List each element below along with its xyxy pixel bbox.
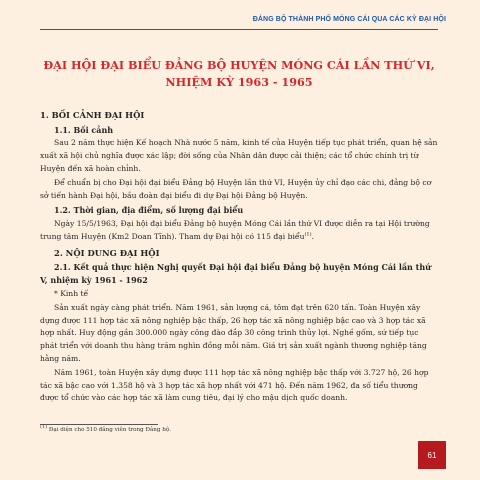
section-heading-2: 2. NỘI DUNG ĐẠI HỘI [54, 247, 160, 258]
paragraph-context-2: Để chuẩn bị cho Đại hội đại biểu Đảng bộ Huyện lần thứ VI, Huyện ủy chỉ đạo các chi, đảng bộ cơ sở tiến hành Đại hội, bầu đoàn đại biểu đi dự Đại hội Đảng bộ Huyện. [40, 178, 432, 200]
subsection-heading-1-1: 1.1. Bối cảnh [54, 124, 114, 135]
paragraph-time-place-text: Ngày 15/5/1963, Đại hội đại biểu Đảng bộ huyện Móng Cái lần thứ VI được diễn ra tại Hội trường trung tâm Huyện (Km2 Doan Tĩnh). Tham dự Đại hội có 115 đại biểu [40, 219, 430, 241]
subsection-heading-2-1: 2.1. Kết quả thực hiện Nghị quyết Đại hội đại biểu Đảng bộ huyện Móng Cái lần thứ V, nhiệm kỳ 1961 - 1962 [40, 262, 431, 285]
footnote [40, 426, 438, 434]
body-text [40, 106, 438, 406]
footnote-rule [40, 424, 158, 425]
page-number-badge [418, 441, 446, 469]
paragraph-economy-2: Năm 1961, toàn Huyện xây dựng được 111 hợp tác xã nông nghiệp bậc thấp với 3.727 hộ, 26 hợp tác xã bậc cao với 1.358 hộ và 3 hợp tác xã hợp nhất với 471 hộ. Đến năm 1962, đa số tiểu thương được tổ chức vào các hợp tác xã làm cung tiêu, đại lý cho mậu dịch quốc doanh. [40, 367, 429, 403]
paragraph-time-place [40, 218, 438, 243]
page-number: 61 [427, 450, 437, 460]
chapter-title [40, 57, 438, 91]
subsection-heading-1-2: 1.2. Thời gian, địa điểm, số lượng đại biểu [54, 205, 244, 216]
chapter-title-line-2: NHIỆM KỲ 1963 - 1965 [165, 75, 313, 89]
chapter-title-line-1: ĐẠI HỘI ĐẠI BIỂU ĐẢNG BỘ HUYỆN MÓNG CÁI LẦN THỨ VI, [43, 58, 435, 72]
running-header: ĐẢNG BỘ THÀNH PHỐ MÓNG CÁI QUA CÁC KỲ ĐẠI HỘI [252, 16, 446, 23]
paragraph-context-1: Sau 2 năm thực hiện Kế hoạch Nhà nước 5 năm, kinh tế của Huyện tiếp tục phát triển, quan hệ sản xuất xã hội chủ nghĩa được xác lập; đời sống của Nhân dân được cải thiện; các tổ chức chính trị từ Huyện đến xã hoàn chỉnh. [40, 138, 438, 173]
footnote-mark: (1) [40, 424, 48, 431]
footnote-reference[interactable]: (1) [304, 231, 312, 238]
section-heading-1: 1. BỐI CẢNH ĐẠI HỘI [40, 110, 145, 120]
footnote-text: Đại diện cho 510 đảng viên trong Đảng bộ. [47, 427, 171, 433]
header-rule [40, 29, 438, 30]
paragraph-economy-1: Sản xuất ngày càng phát triển. Năm 1961, sản lượng cá, tôm đạt trên 620 tấn. Toàn Huyện xây dựng được 111 hợp tác xã nông nghiệp bậc thấp, 26 hợp tác xã nông nghiệp bậc cao và 3 hợp tác xã hợp nhất. Huy động gần 300.000 ngày công đào đắp 30 công trình thủy lợi. Nghề gốm, sứ tiếp tục phát triển với doanh thu hàng trăm nghìn đồng mỗi năm. Giá trị sản xuất ngành thương nghiệp tăng hằng năm. [40, 302, 427, 363]
subheading-economy: * Kinh tế [54, 288, 89, 298]
paragraph-time-place-tail: . [311, 231, 314, 241]
